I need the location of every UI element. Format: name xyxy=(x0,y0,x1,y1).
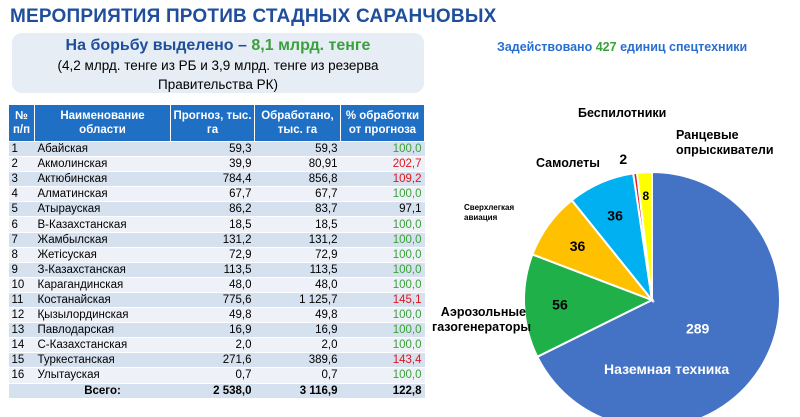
value-backpack-sprayers: 8 xyxy=(642,189,650,204)
percent-value: 100,0 xyxy=(341,368,425,383)
forecast-value: 271,6 xyxy=(171,353,255,368)
forecast-value: 775,6 xyxy=(171,292,255,307)
forecast-value: 0,7 xyxy=(171,368,255,383)
header-processed: Обработано, тыс. га xyxy=(255,105,341,142)
percent-value: 100,0 xyxy=(341,217,425,232)
forecast-value: 86,2 xyxy=(171,202,255,217)
label-ultralight-aviation: Сверхлегкая авиация xyxy=(464,203,515,222)
percent-value: 109,2 xyxy=(341,172,425,187)
forecast-value: 48,0 xyxy=(171,277,255,292)
page-title: МЕРОПРИЯТИЯ ПРОТИВ СТАДНЫХ САРАНЧОВЫХ xyxy=(10,6,497,27)
percent-value: 100,0 xyxy=(341,187,425,202)
forecast-value: 59,3 xyxy=(171,142,255,157)
forecast-value: 131,2 xyxy=(171,232,255,247)
forecast-value: 784,4 xyxy=(171,172,255,187)
processed-value: 2,0 xyxy=(255,338,341,353)
header-region: Наименование области xyxy=(35,105,171,142)
equipment-count: 427 xyxy=(595,40,617,54)
percent-value: 202,7 xyxy=(341,157,425,172)
forecast-value: 2,0 xyxy=(171,338,255,353)
forecast-value: 39,9 xyxy=(171,157,255,172)
label-ground-equipment: Наземная техника xyxy=(604,361,730,377)
region-name: Абайская xyxy=(35,142,171,157)
row-number: 8 xyxy=(9,247,35,262)
row-number: 16 xyxy=(9,368,35,383)
label-drones: Беспилотники xyxy=(578,106,667,120)
row-number: 13 xyxy=(9,323,35,338)
percent-value: 97,1 xyxy=(341,202,425,217)
row-number: 10 xyxy=(9,277,35,292)
header-number: № п/п xyxy=(9,105,35,142)
value-aerosol-generators: 56 xyxy=(552,296,568,313)
processed-value: 16,9 xyxy=(255,323,341,338)
header-percent: % обработки от прогноза xyxy=(341,105,425,142)
percent-value: 100,0 xyxy=(341,277,425,292)
processed-value: 0,7 xyxy=(255,368,341,383)
row-number: 6 xyxy=(9,217,35,232)
processed-value: 48,0 xyxy=(255,277,341,292)
equipment-suffix: единиц спецтехники xyxy=(620,40,748,54)
value-drones: 2 xyxy=(619,151,628,168)
row-number: 15 xyxy=(9,353,35,368)
processed-value: 67,7 xyxy=(255,187,341,202)
percent-value: 100,0 xyxy=(341,247,425,262)
region-name: Жамбылская xyxy=(35,232,171,247)
row-number: 11 xyxy=(9,292,35,307)
percent-value: 100,0 xyxy=(341,142,425,157)
total-label: Всего: xyxy=(35,383,171,398)
row-number: 2 xyxy=(9,157,35,172)
processed-value: 80,91 xyxy=(255,157,341,172)
region-name: Атырауская xyxy=(35,202,171,217)
region-name: Акмолинская xyxy=(35,157,171,172)
equipment-prefix: Задействовано xyxy=(497,40,593,54)
forecast-value: 16,9 xyxy=(171,323,255,338)
percent-value: 145,1 xyxy=(341,292,425,307)
forecast-value: 18,5 xyxy=(171,217,255,232)
forecast-value: 67,7 xyxy=(171,187,255,202)
processed-value: 18,5 xyxy=(255,217,341,232)
percent-value: 143,4 xyxy=(341,353,425,368)
region-name: Қызылординская xyxy=(35,308,171,323)
row-number: 14 xyxy=(9,338,35,353)
percent-value: 100,0 xyxy=(341,308,425,323)
label-aircraft: Самолеты xyxy=(536,156,600,170)
percent-value: 100,0 xyxy=(341,323,425,338)
funding-prefix: На борьбу выделено – xyxy=(65,37,247,54)
forecast-value: 49,8 xyxy=(171,308,255,323)
processed-value: 113,5 xyxy=(255,262,341,277)
value-ultralight-aviation: 36 xyxy=(569,237,586,254)
percent-value: 100,0 xyxy=(341,338,425,353)
row-number: 9 xyxy=(9,262,35,277)
region-name: Павлодарская xyxy=(35,323,171,338)
region-name: Алматинская xyxy=(35,187,171,202)
processed-value: 59,3 xyxy=(255,142,341,157)
region-name: Карагандинская xyxy=(35,277,171,292)
row-number: 5 xyxy=(9,202,35,217)
region-name: Жетісуская xyxy=(35,247,171,262)
label-aerosol-generators: Аэрозольные газогенераторы xyxy=(432,305,531,334)
region-name: Улытауская xyxy=(35,368,171,383)
total-processed: 3 116,9 xyxy=(255,383,341,398)
region-name: Костанайская xyxy=(35,292,171,307)
percent-value: 100,0 xyxy=(341,262,425,277)
forecast-value: 72,9 xyxy=(171,247,255,262)
region-name: Актюбинская xyxy=(35,172,171,187)
processed-value: 72,9 xyxy=(255,247,341,262)
row-number: 1 xyxy=(9,142,35,157)
processed-value: 49,8 xyxy=(255,308,341,323)
processed-value: 131,2 xyxy=(255,232,341,247)
region-name: В-Казахстанская xyxy=(35,217,171,232)
percent-value: 100,0 xyxy=(341,232,425,247)
processed-value: 1 125,7 xyxy=(255,292,341,307)
row-number: 3 xyxy=(9,172,35,187)
forecast-value: 113,5 xyxy=(171,262,255,277)
header-forecast: Прогноз, тыс. га xyxy=(171,105,255,142)
value-aircraft: 36 xyxy=(607,207,623,224)
processed-value: 83,7 xyxy=(255,202,341,217)
funding-details-2: Правительства РК) xyxy=(157,77,278,92)
processed-value: 389,6 xyxy=(255,353,341,368)
region-name: Туркестанская xyxy=(35,353,171,368)
region-name: С-Казахстанская xyxy=(35,338,171,353)
region-name: З-Казахстанская xyxy=(35,262,171,277)
row-number: 12 xyxy=(9,308,35,323)
total-forecast: 2 538,0 xyxy=(171,383,255,398)
funding-amount: 8,1 млрд. тенге xyxy=(251,37,371,54)
row-number: 7 xyxy=(9,232,35,247)
row-number: 4 xyxy=(9,187,35,202)
processed-value: 856,8 xyxy=(255,172,341,187)
label-backpack-sprayers: Ранцевые опрыскиватели xyxy=(676,128,774,157)
value-ground-equipment: 289 xyxy=(685,320,710,337)
funding-details: (4,2 млрд. тенге из РБ и 3,9 млрд. тенге из резерва xyxy=(57,58,379,73)
total-percent: 122,8 xyxy=(341,383,425,398)
